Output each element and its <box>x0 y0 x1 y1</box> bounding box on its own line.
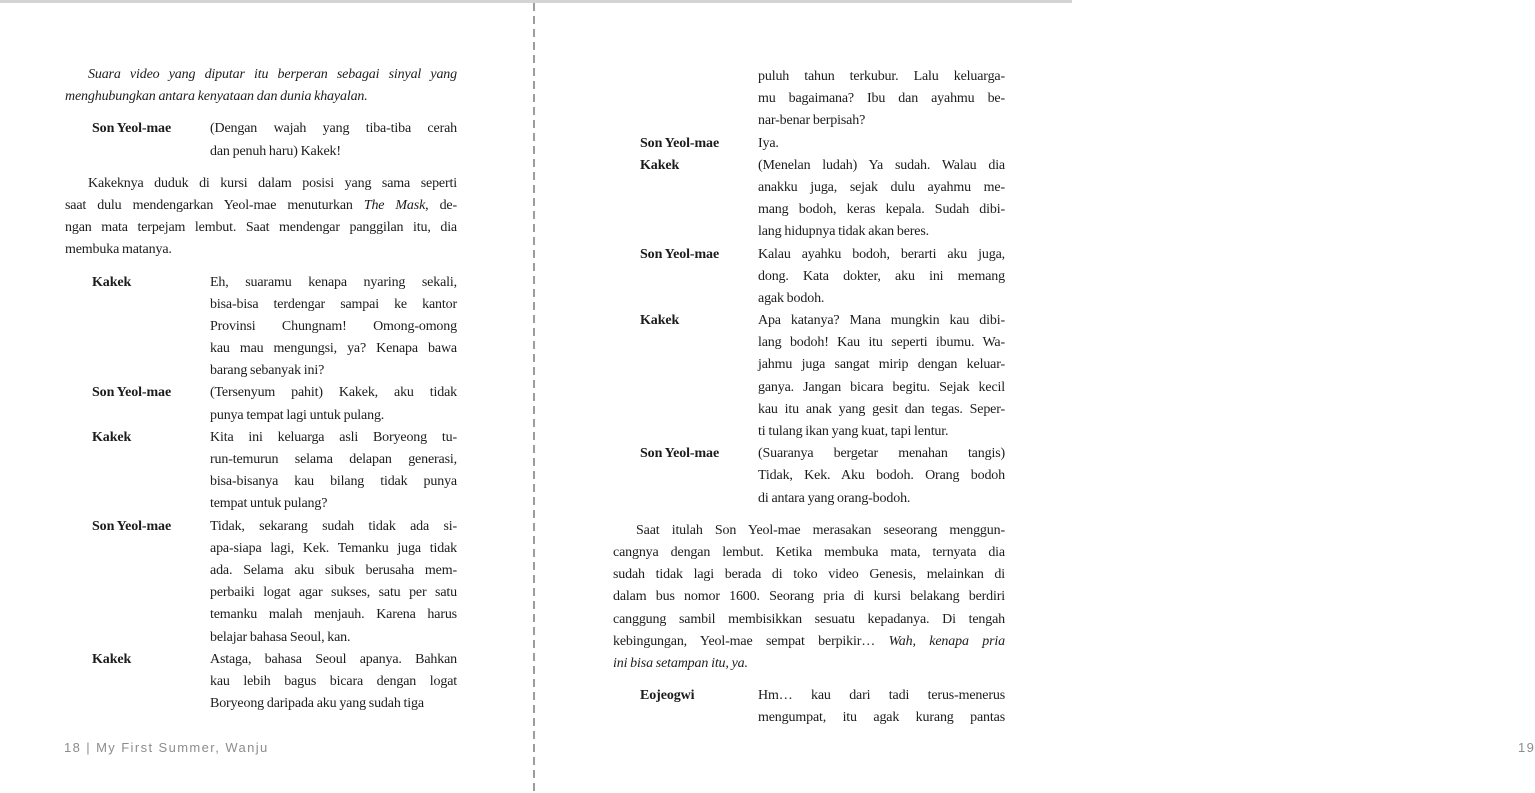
text-run: dalam bus nomor 1600. Seorang pria di kursi belakang berdiri <box>613 589 1005 605</box>
dialogue-group <box>65 118 457 162</box>
text-line <box>758 377 1005 399</box>
text-run: apa-siapa lagi, Kek. Temanku juga tidak <box>210 540 457 556</box>
text-run: barang sebanyak ini? <box>210 363 325 379</box>
text-line <box>210 118 457 140</box>
text-line <box>210 338 457 360</box>
text-run: run-temurun selama delapan generasi, <box>210 452 457 467</box>
book-title: My First Summer, Wanju <box>96 740 269 755</box>
text-run: Hm… kau dari tadi terus-menerus <box>758 688 1005 704</box>
text-line <box>210 582 457 604</box>
text-run: nar-benar berpisah? <box>758 113 866 129</box>
dialogue-group <box>65 272 457 716</box>
italic-text: menghubungkan antara kenyataan dan dunia khayalan. <box>65 89 368 105</box>
text-run: bisa-bisanya kau bilang tidak punya <box>210 474 457 490</box>
text-run: Kakeknya duduk di kursi dalam posisi yang sama seperti <box>88 175 457 191</box>
text-run: Apa katanya? Mana mungkin kau dibi- <box>758 313 1005 329</box>
text-line <box>613 564 1005 586</box>
text-run: (Suaranya bergetar menahan tangis) <box>758 446 1005 462</box>
speaker-name: Son Yeol-mae <box>640 135 720 151</box>
dialogue-entry <box>65 118 457 162</box>
text-run: dan penuh haru) Kakek! <box>210 143 341 159</box>
text-run: mang bodoh, keras kepala. Sudah dibi- <box>758 202 1005 218</box>
left-page <box>0 0 533 793</box>
text-line <box>210 449 457 471</box>
text-line <box>613 609 1005 631</box>
text-run: agak bodoh. <box>758 290 825 306</box>
text-run: Kalau ayahku bodoh, berarti aku juga, <box>758 246 1005 262</box>
text-run: anakku juga, sejak dulu ayahmu me- <box>758 179 1005 195</box>
text-run: Saat itulah Son Yeol-mae merasakan seseorang menggun- <box>636 522 1005 538</box>
text-line <box>210 538 457 560</box>
text-line <box>613 542 1005 564</box>
footer-separator: | <box>86 740 92 755</box>
text-run: mengumpat, itu agak kurang pantas <box>758 710 1005 726</box>
narrative-paragraph <box>65 173 457 262</box>
text-line <box>210 493 457 515</box>
text-run: , de- <box>425 197 457 213</box>
text-line <box>758 354 1005 376</box>
text-line <box>758 465 1005 487</box>
text-line <box>758 155 1005 177</box>
text-run: (Tersenyum pahit) Kakek, aku tidak <box>210 385 457 401</box>
text-line <box>210 141 457 163</box>
text-line <box>758 685 1005 707</box>
italic-text: Wah, kenapa pria <box>888 633 1005 649</box>
speaker-name: Son Yeol-mae <box>92 385 172 401</box>
speaker-name: Kakek <box>92 274 132 290</box>
text-run: tempat untuk pulang? <box>210 496 328 512</box>
text-run: ganya. Jangan bicara begitu. Sejak kecil <box>758 379 1005 395</box>
text-line <box>65 195 457 217</box>
speaker-name: Eojeogwi <box>640 688 695 704</box>
text-line <box>758 266 1005 288</box>
text-run: dong. Kata dokter, aku ini memang <box>758 268 1005 284</box>
dialogue-entry <box>65 516 457 649</box>
text-run: sudah tidak lagi berada di toko video Genesis, melainkan di <box>613 567 1005 583</box>
speaker-name: Kakek <box>640 157 680 173</box>
text-line <box>758 244 1005 266</box>
text-run: Tidak, Kek. Aku bodoh. Orang bodoh <box>758 468 1005 484</box>
text-line <box>210 272 457 294</box>
text-run: Astaga, bahasa Seoul apanya. Bahkan <box>210 651 457 667</box>
italic-text: Suara video yang diputar itu berperan sebagai sinyal yang <box>88 67 457 82</box>
text-run: Boryeong daripada aku yang sudah tiga <box>210 696 424 712</box>
text-run: kau itu anak yang gesit dan tegas. Seper- <box>758 401 1005 417</box>
text-line <box>210 604 457 626</box>
text-line <box>210 405 457 427</box>
text-line <box>210 471 457 493</box>
text-line <box>65 239 457 261</box>
text-run: (Menelan ludah) Ya sudah. Walau dia <box>758 157 1005 173</box>
text-line <box>210 560 457 582</box>
speaker-name: Kakek <box>92 429 132 445</box>
text-run: Iya. <box>758 135 779 151</box>
left-page-content <box>65 64 457 715</box>
text-run: punya tempat lagi untuk pulang. <box>210 407 385 423</box>
text-line <box>65 173 457 195</box>
text-line <box>758 310 1005 332</box>
text-run: lang bodoh! Kau itu seperti ibumu. Wa- <box>758 335 1005 351</box>
dialogue-group <box>613 685 1005 729</box>
text-line <box>758 288 1005 310</box>
speaker-name: Kakek <box>640 313 680 329</box>
speaker-name: Son Yeol-mae <box>92 121 172 137</box>
dialogue-entry <box>65 272 457 383</box>
text-line <box>210 516 457 538</box>
right-page <box>535 0 1535 793</box>
text-line <box>758 133 1005 155</box>
text-run: ada. Selama aku sibuk berusaha mem- <box>210 562 457 578</box>
text-run: di antara yang orang-bodoh. <box>758 490 911 506</box>
text-run: ngan mata terpejam lembut. Saat mendengar panggilan itu, dia <box>65 220 457 236</box>
text-run: ti tulang ikan yang kuat, tapi lentur. <box>758 424 949 439</box>
text-line <box>210 360 457 382</box>
text-run: temanku malah menjauh. Karena harus <box>210 607 457 623</box>
text-line <box>758 110 1005 132</box>
speaker-name: Kakek <box>92 651 132 667</box>
text-run: puluh tahun terkubur. Lalu keluarga- <box>758 69 1005 84</box>
narrative-paragraph <box>65 64 457 108</box>
narrative-paragraph <box>613 520 1005 675</box>
text-line <box>758 443 1005 465</box>
right-page-number: 19 <box>1518 740 1535 755</box>
text-line <box>65 217 457 239</box>
text-run: Kita ini keluarga asli Boryeong tu- <box>210 429 457 445</box>
text-run: kau lebih bagus bicara dengan logat <box>210 673 457 689</box>
text-line <box>758 707 1005 729</box>
left-page-number: 18 <box>64 740 82 755</box>
text-line <box>758 221 1005 243</box>
text-line <box>210 382 457 404</box>
speaker-name: Son Yeol-mae <box>92 518 172 534</box>
text-run: membuka matanya. <box>65 242 172 258</box>
text-run: Provinsi Chungnam! Omong-omong <box>210 318 457 334</box>
text-run: Eh, suaramu kenapa nyaring sekali, <box>210 274 457 290</box>
dialogue-entry <box>613 685 1005 729</box>
text-run: cangnya dengan lembut. Ketika membuka mata, ternyata dia <box>613 544 1005 560</box>
text-run: belajar bahasa Seoul, kan. <box>210 629 351 645</box>
dialogue-entry <box>65 427 457 516</box>
text-line <box>210 649 457 671</box>
text-line <box>65 86 457 108</box>
text-line <box>210 294 457 316</box>
text-run: kau mau mengungsi, ya? Kenapa bawa <box>210 341 457 357</box>
text-line <box>758 88 1005 110</box>
speaker-name: Son Yeol-mae <box>640 446 720 462</box>
text-line <box>758 332 1005 354</box>
right-page-footer <box>1518 740 1535 755</box>
text-run: Tidak, sekarang sudah tidak ada si- <box>210 518 457 534</box>
text-line <box>65 64 457 86</box>
text-line <box>758 66 1005 88</box>
italic-text: The Mask <box>363 197 426 213</box>
text-run: saat dulu mendengarkan Yeol-mae menuturkan <box>65 197 364 213</box>
text-run: perbaiki logat agar sukses, satu per satu <box>210 585 457 601</box>
text-line <box>613 631 1005 653</box>
dialogue-entry <box>613 133 1005 155</box>
text-run: lang hidupnya tidak akan beres. <box>758 224 930 240</box>
dialogue-entry <box>65 382 457 426</box>
speaker-name: Son Yeol-mae <box>640 246 720 262</box>
text-line <box>613 653 1005 675</box>
left-page-footer <box>64 740 269 755</box>
text-run: canggung sambil membisikkan sesuatu kepadanya. Di tengah <box>613 611 1005 627</box>
text-line <box>613 520 1005 542</box>
text-run: bisa-bisa terdengar sampai ke kantor <box>210 296 457 312</box>
text-line <box>210 427 457 449</box>
text-line <box>210 627 457 649</box>
text-line <box>210 316 457 338</box>
dialogue-entry <box>613 155 1005 244</box>
text-run: (Dengan wajah yang tiba-tiba cerah <box>210 121 457 137</box>
text-line <box>758 488 1005 510</box>
dialogue-entry <box>613 310 1005 443</box>
dialogue-entry <box>613 244 1005 311</box>
dialogue-entry <box>613 443 1005 510</box>
text-line <box>613 586 1005 608</box>
text-run: jahmu juga sangat mirip dengan keluar- <box>758 357 1005 373</box>
text-line <box>758 199 1005 221</box>
text-line <box>758 399 1005 421</box>
dialogue-entry <box>65 649 457 716</box>
text-line <box>210 693 457 715</box>
text-run: mu bagaimana? Ibu dan ayahmu be- <box>758 91 1005 107</box>
dialogue-group <box>613 66 1005 510</box>
italic-text: ini bisa setampan itu, ya. <box>613 655 748 671</box>
text-line <box>758 421 1005 443</box>
text-line <box>758 177 1005 199</box>
dialogue-entry <box>613 66 1005 133</box>
right-page-content <box>613 66 1005 729</box>
text-line <box>210 671 457 693</box>
text-run: kebingungan, Yeol-mae sempat berpikir… <box>613 633 889 649</box>
